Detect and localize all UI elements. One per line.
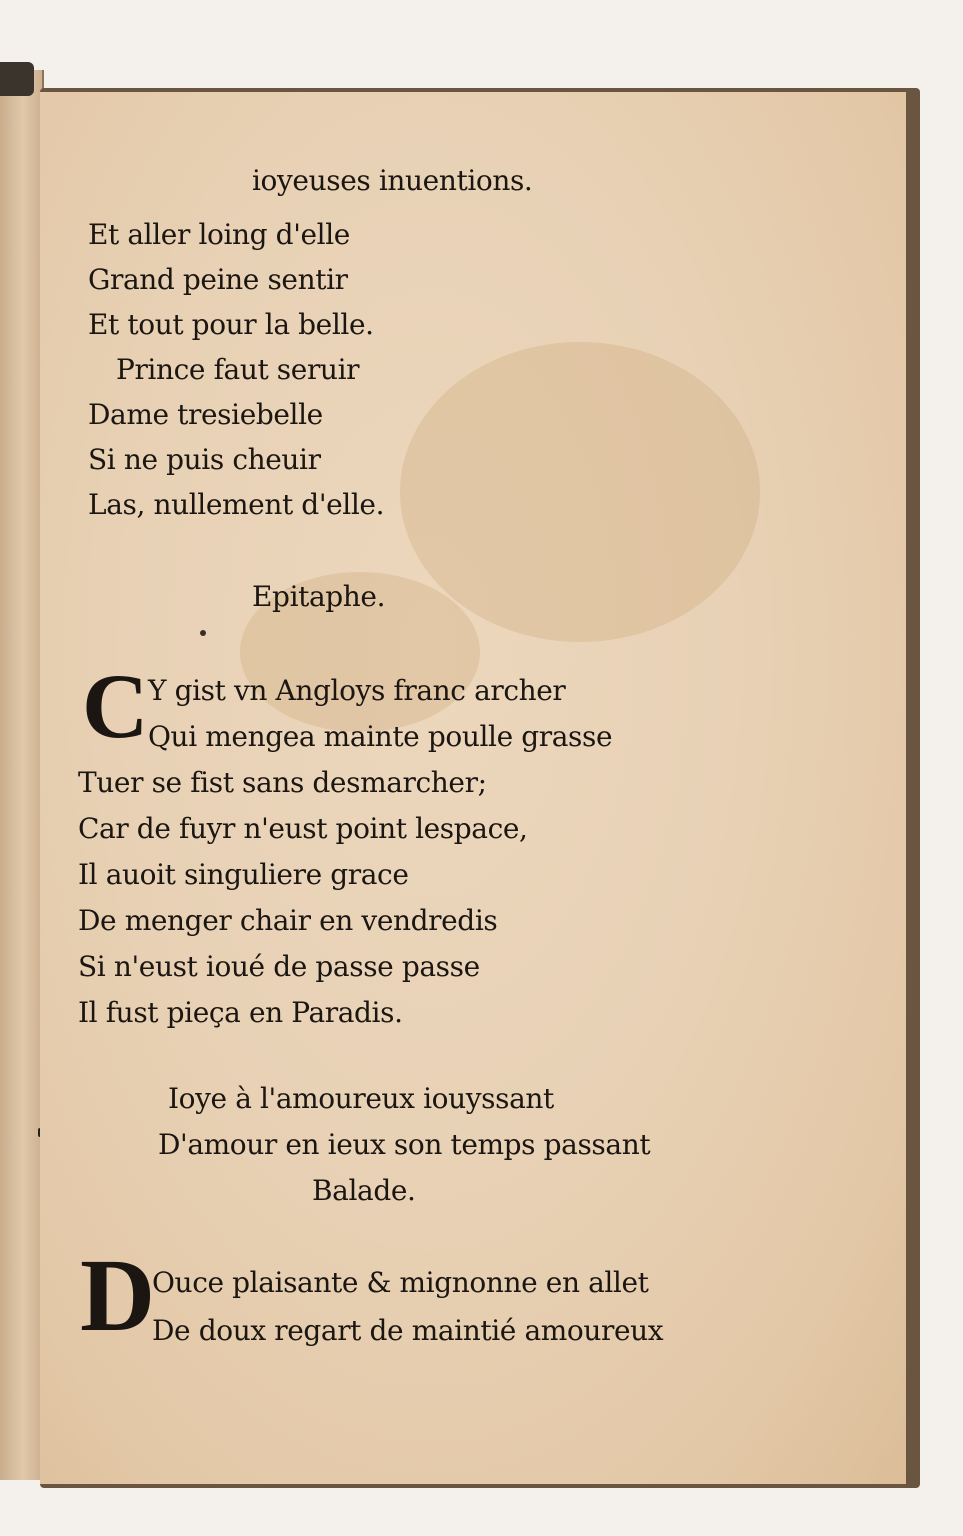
ballad-title: Balade. <box>312 1174 416 1207</box>
book-spine-edge <box>0 62 34 96</box>
verse-line: Si ne puis cheuir <box>88 443 321 476</box>
verse-line: Ouce plaisante & mignonne en allet <box>152 1266 649 1299</box>
verse-line: Las, nullement d'elle. <box>88 488 385 521</box>
verse-line: Et tout pour la belle. <box>88 308 374 341</box>
verse-line: Tuer se fist sans desmarcher; <box>78 766 487 799</box>
drop-cap-d: D <box>80 1238 156 1353</box>
ink-speck <box>200 630 206 636</box>
verse-line: Il auoit singuliere grace <box>78 858 409 891</box>
verse-line: De doux regart de maintié amoureux <box>152 1314 664 1347</box>
verse-line: Si n'eust ioué de passe passe <box>78 950 480 983</box>
verse-line: Il fust pieça en Paradis. <box>78 996 403 1029</box>
verse-line: Y gist vn Angloys franc archer <box>148 674 566 707</box>
book-page <box>40 92 906 1484</box>
water-stain <box>400 342 760 642</box>
verse-line: De menger chair en vendredis <box>78 904 498 937</box>
verse-line: Et aller loing d'elle <box>88 218 350 251</box>
running-head: ioyeuses inuentions. <box>252 164 533 197</box>
ballad-heading-line: Ioye à l'amoureux iouyssant <box>168 1082 554 1115</box>
ballad-heading-line: D'amour en ieux son temps passant <box>158 1128 651 1161</box>
verse-line: Car de fuyr n'eust point lespace, <box>78 812 528 845</box>
verse-line: Dame tresiebelle <box>88 398 323 431</box>
epitaph-title: Epitaphe. <box>252 580 386 613</box>
verse-line: Prince faut seruir <box>116 353 360 386</box>
facing-page-edge <box>0 70 44 1480</box>
verse-line: Grand peine sentir <box>88 263 348 296</box>
verse-line: Qui mengea mainte poulle grasse <box>148 720 613 753</box>
drop-cap-c: C <box>82 655 149 757</box>
